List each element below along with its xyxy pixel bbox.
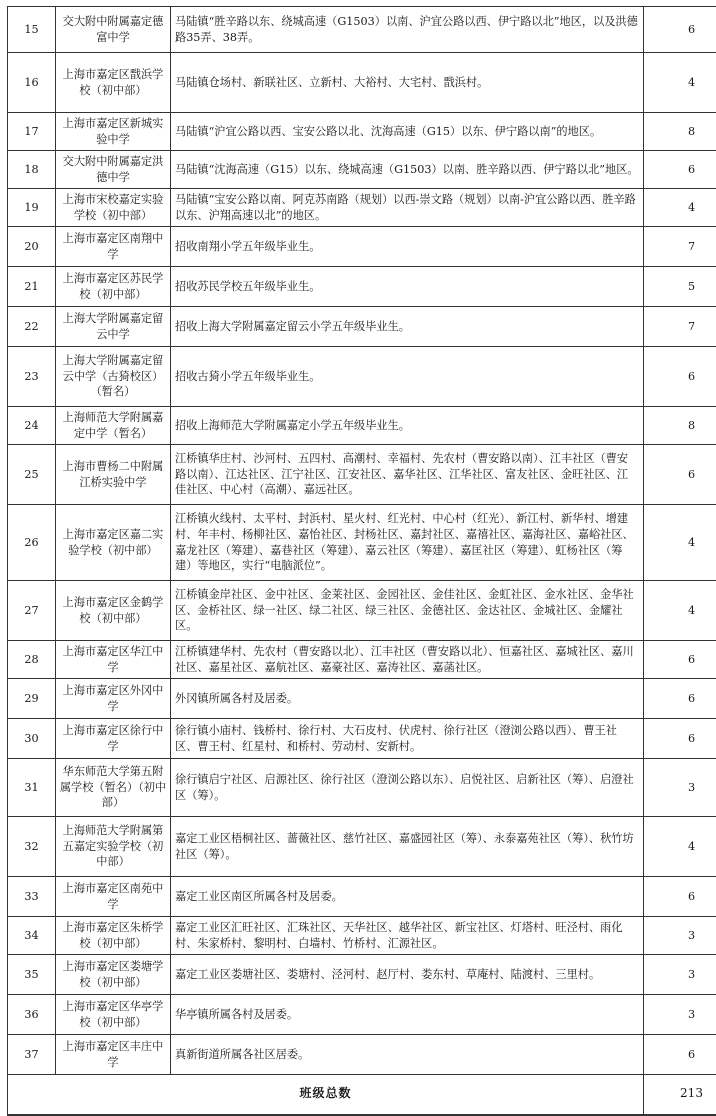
enrollment-area: 招收古猗小学五年级毕业生。: [171, 347, 644, 407]
school-name: 上海市嘉定区苏民学校（初中部）: [56, 267, 171, 307]
table-row: [8, 995, 716, 1035]
school-name: 上海市嘉定区嘉二实验学校（初中部）: [56, 505, 171, 581]
enrollment-area: 江桥镇华庄村、沙河村、五四村、高潮村、幸福村、先农村（曹安路以南）、江丰社区（曹安路以南）、江达社区、江宁社区、江安社区、嘉华社区、江华社区、富友社区、金旺社区、江佳社区、中心村（高潮）、嘉远社区。: [171, 445, 644, 505]
class-count: 6: [644, 445, 716, 505]
row-number: 27: [8, 581, 56, 641]
school-name: 上海市嘉定区华亭学校（初中部）: [56, 995, 171, 1035]
table-row: [8, 955, 716, 995]
table-row: [8, 113, 716, 151]
row-number: 35: [8, 955, 56, 995]
enrollment-area: 马陆镇“胜辛路以东、绕城高速（G1503）以南、沪宜公路以西、伊宁路以北”地区，以及洪德路35弄、38弄。: [171, 7, 644, 53]
class-count: 4: [644, 505, 716, 581]
class-count: 3: [644, 759, 716, 817]
enrollment-area: 马陆镇“宝安公路以南、阿克苏南路（规划）以西-崇文路（规划）以南-沪宜公路以西、胜辛路以东、沪翔高速以北”的地区。: [171, 189, 644, 227]
table-row: [8, 759, 716, 817]
table-row: [8, 719, 716, 759]
school-name: 上海市嘉定区金鹤学校（初中部）: [56, 581, 171, 641]
class-count: 7: [644, 227, 716, 267]
school-name: 上海市嘉定区南翔中学: [56, 227, 171, 267]
table-row: [8, 347, 716, 407]
school-name: 上海市嘉定区娄塘学校（初中部）: [56, 955, 171, 995]
class-count: 3: [644, 955, 716, 995]
row-number: 29: [8, 679, 56, 719]
school-name: 上海市嘉定区新城实验中学: [56, 113, 171, 151]
class-count: 5: [644, 267, 716, 307]
table-row: [8, 227, 716, 267]
row-number: 16: [8, 53, 56, 113]
class-count: 6: [644, 641, 716, 679]
class-count: 6: [644, 1035, 716, 1075]
school-name: 上海市曹杨二中附属江桥实验中学: [56, 445, 171, 505]
school-name: 上海市嘉定区南苑中学: [56, 877, 171, 917]
class-count: 4: [644, 817, 716, 877]
class-count: 6: [644, 151, 716, 189]
school-name: 上海大学附属嘉定留云中学（古猗校区）（暂名）: [56, 347, 171, 407]
table-body: [8, 7, 716, 1075]
table-row: [8, 151, 716, 189]
school-name: 上海师范大学附属嘉定中学（暂名）: [56, 407, 171, 445]
class-count: 4: [644, 53, 716, 113]
school-name: 交大附中附属嘉定洪德中学: [56, 151, 171, 189]
enrollment-area: 外冈镇所属各村及居委。: [171, 679, 644, 719]
class-count: 6: [644, 679, 716, 719]
table-row: [8, 679, 716, 719]
row-number: 22: [8, 307, 56, 347]
enrollment-area: 真新街道所属各社区居委。: [171, 1035, 644, 1075]
row-number: 18: [8, 151, 56, 189]
enrollment-area: 嘉定工业区梧桐社区、蔷薇社区、慈竹社区、嘉盛园社区（筹）、永泰嘉苑社区（筹）、秋竹坊社区（筹）。: [171, 817, 644, 877]
enrollment-area: 嘉定工业区汇旺社区、汇珠社区、天华社区、越华社区、新宝社区、灯塔村、旺泾村、雨化村、朱家桥村、黎明村、白墙村、竹桥村、汇源社区。: [171, 917, 644, 955]
school-name: 上海市嘉定区徐行中学: [56, 719, 171, 759]
class-count: 4: [644, 189, 716, 227]
enrollment-table: [7, 6, 716, 1116]
table-row: [8, 307, 716, 347]
row-number: 15: [8, 7, 56, 53]
table-row: [8, 641, 716, 679]
enrollment-area: 江桥镇建华村、先农村（曹安路以北）、江丰社区（曹安路以北）、恒嘉社区、嘉城社区、嘉川社区、嘉星社区、嘉航社区、嘉豪社区、嘉涛社区、嘉菡社区。: [171, 641, 644, 679]
school-name: 上海市嘉定区朱桥学校（初中部）: [56, 917, 171, 955]
class-count: 3: [644, 917, 716, 955]
row-number: 25: [8, 445, 56, 505]
school-name: 上海师范大学附属第五嘉定实验学校（初中部）: [56, 817, 171, 877]
table-row: [8, 407, 716, 445]
school-name: 交大附中附属嘉定德富中学: [56, 7, 171, 53]
row-number: 31: [8, 759, 56, 817]
total-label: 班级总数: [8, 1075, 644, 1115]
row-number: 34: [8, 917, 56, 955]
enrollment-area: 马陆镇“沈海高速（G15）以东、绕城高速（G1503）以南、胜辛路以西、伊宁路以北”地区。: [171, 151, 644, 189]
class-count: 6: [644, 347, 716, 407]
row-number: 26: [8, 505, 56, 581]
row-number: 33: [8, 877, 56, 917]
row-number: 23: [8, 347, 56, 407]
class-count: 4: [644, 581, 716, 641]
table-row: [8, 581, 716, 641]
class-count: 8: [644, 113, 716, 151]
school-name: 上海市宋校嘉定实验学校（初中部）: [56, 189, 171, 227]
row-number: 37: [8, 1035, 56, 1075]
table-row: [8, 267, 716, 307]
enrollment-area: 马陆镇“沪宜公路以西、宝安公路以北、沈海高速（G15）以东、伊宁路以南”的地区。: [171, 113, 644, 151]
school-name: 华东师范大学第五附属学校（暂名）（初中部）: [56, 759, 171, 817]
enrollment-area: 嘉定工业区南区所属各村及居委。: [171, 877, 644, 917]
row-number: 28: [8, 641, 56, 679]
enrollment-area: 徐行镇小庙村、钱桥村、徐行村、大石皮村、伏虎村、徐行社区（澄浏公路以西）、曹王社区、曹王村、红星村、和桥村、劳动村、安新村。: [171, 719, 644, 759]
table-row: [8, 817, 716, 877]
school-name: 上海市嘉定区华江中学: [56, 641, 171, 679]
row-number: 20: [8, 227, 56, 267]
enrollment-area: 徐行镇启宁社区、启源社区、徐行社区（澄浏公路以东）、启悦社区、启新社区（筹）、启澄社区（筹）。: [171, 759, 644, 817]
enrollment-area: 华亭镇所属各村及居委。: [171, 995, 644, 1035]
table-row: [8, 189, 716, 227]
enrollment-area: 江桥镇火线村、太平村、封浜村、星火村、红光村、中心村（红光）、新江村、新华村、增建村、年丰村、杨柳社区、嘉怡社区、封杨社区、嘉封社区、嘉禧社区、嘉海社区、嘉峪社区、嘉龙社区（筹建）、嘉巷社区（筹建）、嘉云社区（筹建）、嘉匡社区（筹建）、虹杨社区（筹建）等地区，实行“电脑派位”。: [171, 505, 644, 581]
table-row: [8, 917, 716, 955]
school-name: 上海大学附属嘉定留云中学: [56, 307, 171, 347]
school-name: 上海市嘉定区外冈中学: [56, 679, 171, 719]
enrollment-area: 嘉定工业区娄塘社区、娄塘村、泾河村、赵厅村、娄东村、草庵村、陆渡村、三里村。: [171, 955, 644, 995]
enrollment-area: 招收苏民学校五年级毕业生。: [171, 267, 644, 307]
enrollment-area: 招收南翔小学五年级毕业生。: [171, 227, 644, 267]
school-name: 上海市嘉定区丰庄中学: [56, 1035, 171, 1075]
class-count: 3: [644, 995, 716, 1035]
row-number: 17: [8, 113, 56, 151]
row-number: 24: [8, 407, 56, 445]
enrollment-area: 招收上海大学附属嘉定留云小学五年级毕业生。: [171, 307, 644, 347]
table-row: [8, 1035, 716, 1075]
total-row: [8, 1075, 716, 1115]
row-number: 21: [8, 267, 56, 307]
table-row: [8, 53, 716, 113]
class-count: 6: [644, 719, 716, 759]
class-count: 6: [644, 7, 716, 53]
school-name: 上海市嘉定区戬浜学校（初中部）: [56, 53, 171, 113]
class-count: 7: [644, 307, 716, 347]
row-number: 32: [8, 817, 56, 877]
table-row: [8, 505, 716, 581]
enrollment-area: 马陆镇仓场村、新联社区、立新村、大裕村、大宅村、戬浜村。: [171, 53, 644, 113]
table-row: [8, 7, 716, 53]
row-number: 36: [8, 995, 56, 1035]
row-number: 19: [8, 189, 56, 227]
enrollment-area: 江桥镇金岸社区、金中社区、金莱社区、金园社区、金佳社区、金虹社区、金水社区、金华社区、金桥社区、绿一社区、绿二社区、绿三社区、金德社区、金达社区、金城社区、金耀社区。: [171, 581, 644, 641]
row-number: 30: [8, 719, 56, 759]
class-count: 8: [644, 407, 716, 445]
table-row: [8, 877, 716, 917]
class-count: 6: [644, 877, 716, 917]
table-row: [8, 445, 716, 505]
enrollment-area: 招收上海师范大学附属嘉定小学五年级毕业生。: [171, 407, 644, 445]
total-value: 213: [644, 1075, 716, 1115]
